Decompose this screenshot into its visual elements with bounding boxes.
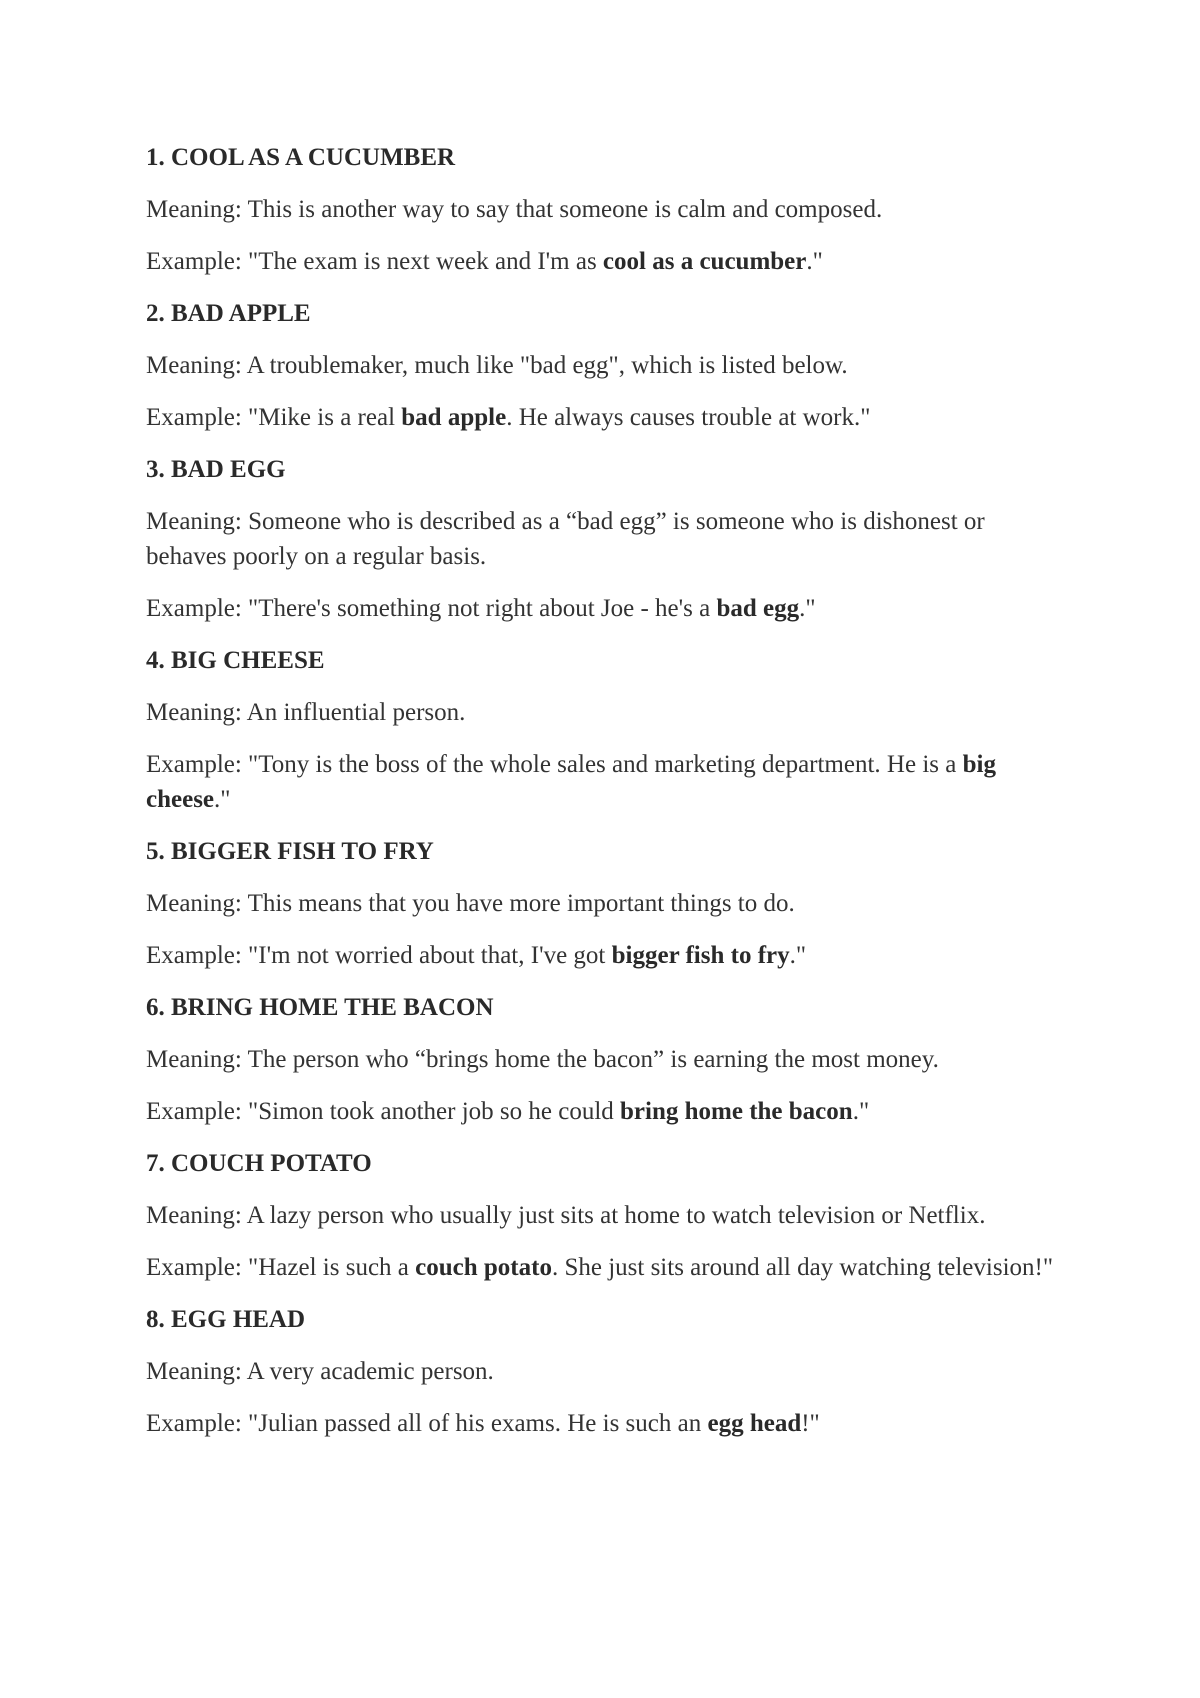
idiom-example (146, 244, 1066, 279)
example-idiom-bold: couch potato (415, 1254, 552, 1281)
idiom-meaning: Meaning: A very academic person. (146, 1358, 494, 1385)
example-text-end: ." (799, 595, 816, 622)
idiom-meaning: Meaning: An influential person. (146, 699, 466, 726)
example-idiom-bold: egg head (707, 1410, 802, 1437)
example-text-end: . She just sits around all day watching television!" (551, 1254, 1054, 1281)
example-idiom-bold: big cheese (146, 751, 996, 813)
idiom-heading: 6. BRING HOME THE BACON (146, 994, 494, 1021)
example-text-end: ." (806, 248, 823, 275)
idiom-meaning: Meaning: The person who “brings home the bacon” is earning the most money. (146, 1046, 939, 1073)
idiom-heading: 7. COUCH POTATO (146, 1150, 372, 1177)
idiom-meaning: Meaning: A lazy person who usually just sits at home to watch television or Netflix. (146, 1202, 986, 1229)
idiom-heading: 5. BIGGER FISH TO FRY (146, 838, 434, 865)
idiom-entry (146, 643, 1066, 817)
example-idiom-bold: bad egg (716, 595, 800, 622)
example-text: Example: "Julian passed all of his exams. He is such an (146, 1410, 708, 1437)
idiom-entry (146, 834, 1066, 973)
idiom-example (146, 747, 1066, 817)
idiom-meaning: Meaning: Someone who is described as a “bad egg” is someone who is dishonest or behaves poorly on a regular basis. (146, 508, 985, 570)
idiom-meaning: Meaning: This means that you have more important things to do. (146, 890, 795, 917)
idiom-meaning: Meaning: This is another way to say that someone is calm and composed. (146, 196, 883, 223)
idiom-example (146, 591, 1066, 626)
idiom-example (146, 1094, 1066, 1129)
idiom-example (146, 1406, 1066, 1441)
idiom-example (146, 400, 1066, 435)
idiom-heading: 1. COOL AS A CUCUMBER (146, 144, 456, 171)
idiom-heading: 8. EGG HEAD (146, 1306, 306, 1333)
idiom-entry (146, 1146, 1066, 1285)
example-idiom-bold: bring home the bacon (620, 1098, 853, 1125)
idiom-entry (146, 140, 1066, 279)
example-text: Example: "Tony is the boss of the whole sales and marketing department. He is a (146, 751, 963, 778)
example-idiom-bold: cool as a cucumber (602, 248, 807, 275)
idiom-entry (146, 296, 1066, 435)
example-text: Example: "Simon took another job so he could (146, 1098, 621, 1125)
example-text-end: !" (801, 1410, 820, 1437)
example-text: Example: "I'm not worried about that, I've got (146, 942, 612, 969)
example-text: Example: "The exam is next week and I'm as (146, 248, 603, 275)
idiom-meaning: Meaning: A troublemaker, much like "bad egg", which is listed below. (146, 352, 848, 379)
example-text-end: ." (852, 1098, 870, 1125)
example-idiom-bold: bigger fish to fry (611, 942, 790, 969)
document-page (146, 140, 1066, 1458)
example-text: Example: "Mike is a real (146, 404, 402, 431)
idiom-entry (146, 1302, 1066, 1441)
idiom-example (146, 1250, 1066, 1285)
example-text-end: ." (789, 942, 807, 969)
example-text-end: ." (214, 786, 231, 813)
idiom-example (146, 938, 1066, 973)
example-idiom-bold: bad apple (401, 404, 507, 431)
idiom-entry (146, 990, 1066, 1129)
example-text-end: . He always causes trouble at work." (506, 404, 871, 431)
idiom-entry (146, 452, 1066, 626)
idiom-heading: 2. BAD APPLE (146, 300, 311, 327)
example-text: Example: "There's something not right about Joe - he's a (146, 595, 717, 622)
idiom-heading: 3. BAD EGG (146, 456, 286, 483)
idiom-heading: 4. BIG CHEESE (146, 647, 325, 674)
example-text: Example: "Hazel is such a (146, 1254, 416, 1281)
